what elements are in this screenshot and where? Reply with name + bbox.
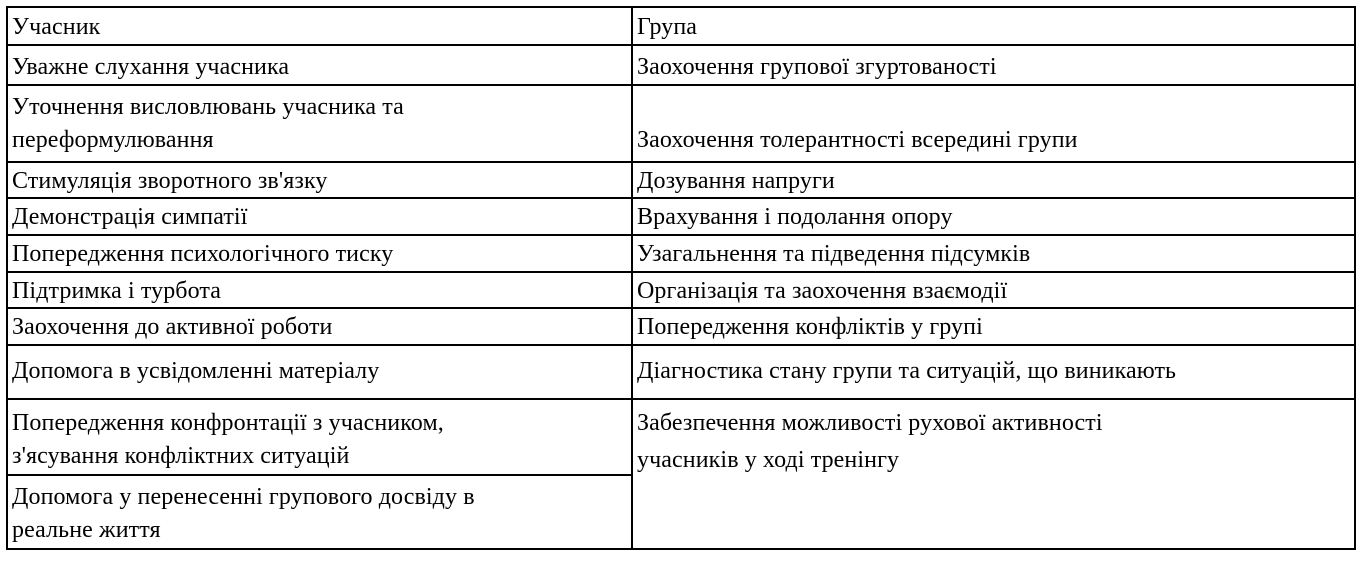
row-divider-right [631, 398, 1356, 400]
table-border-right [1354, 6, 1356, 550]
group-cell: Попередження конфліктів у групі [637, 314, 983, 340]
group-cell: Організація та заохочення взаємодії [637, 278, 1008, 304]
row-divider-right [631, 307, 1356, 309]
row-divider-left [6, 161, 633, 163]
group-cell: Узагальнення та підведення підсумків [637, 241, 1031, 267]
table-border-top [6, 6, 1356, 8]
group-cell: Діагностика стану групи та ситуацій, що виникають [637, 358, 1177, 384]
group-cell: Дозування напруги [637, 168, 835, 194]
row-divider-right [631, 234, 1356, 236]
participant-cell: Уважне слухання учасника [12, 54, 290, 80]
column-divider [631, 6, 633, 550]
row-divider-right [631, 84, 1356, 86]
row-divider-left [6, 84, 633, 86]
row-divider-left [6, 344, 633, 346]
row-divider-right [631, 44, 1356, 46]
row-divider-right [631, 344, 1356, 346]
participant-cell: Демонстрація симпатії [12, 204, 248, 230]
participant-cell: Допомога у перенесенні групового досвіду в [12, 484, 475, 510]
group-cell: Заохочення групової згуртованості [637, 54, 997, 80]
participant-cell: Підтримка і турбота [12, 278, 222, 304]
group-cell: Забезпечення можливості рухової активності [637, 410, 1103, 436]
group-cell: учасників у ході тренінгу [637, 447, 900, 473]
participant-cell: Заохочення до активної роботи [12, 314, 333, 340]
row-divider-right [631, 271, 1356, 273]
group-cell: Заохочення толерантності всередині групи [637, 127, 1078, 153]
participant-cell: реальне життя [12, 517, 161, 543]
header-participant: Учасник [12, 14, 101, 40]
participant-cell: Допомога в усвідомленні матеріалу [12, 358, 380, 384]
participant-cell: з'ясування конфліктних ситуацій [12, 443, 350, 469]
row-divider-left [6, 398, 633, 400]
participant-cell: Попередження психологічного тиску [12, 241, 394, 267]
row-divider-left [6, 197, 633, 199]
participant-cell: Стимуляція зворотного зв'язку [12, 168, 328, 194]
header-group: Група [637, 14, 698, 40]
row-divider-left [6, 271, 633, 273]
participant-cell: Уточнення висловлювань учасника та [12, 94, 404, 120]
table-border-left [6, 6, 8, 550]
row-divider-right [631, 197, 1356, 199]
table-border-bottom [6, 548, 1356, 550]
participant-cell: переформулювання [12, 127, 214, 153]
row-divider-left [6, 474, 633, 476]
row-divider-left [6, 44, 633, 46]
group-cell: Врахування і подолання опору [637, 204, 953, 230]
participant-cell: Попередження конфронтації з учасником, [12, 410, 444, 436]
row-divider-right [631, 161, 1356, 163]
row-divider-left [6, 307, 633, 309]
row-divider-left [6, 234, 633, 236]
